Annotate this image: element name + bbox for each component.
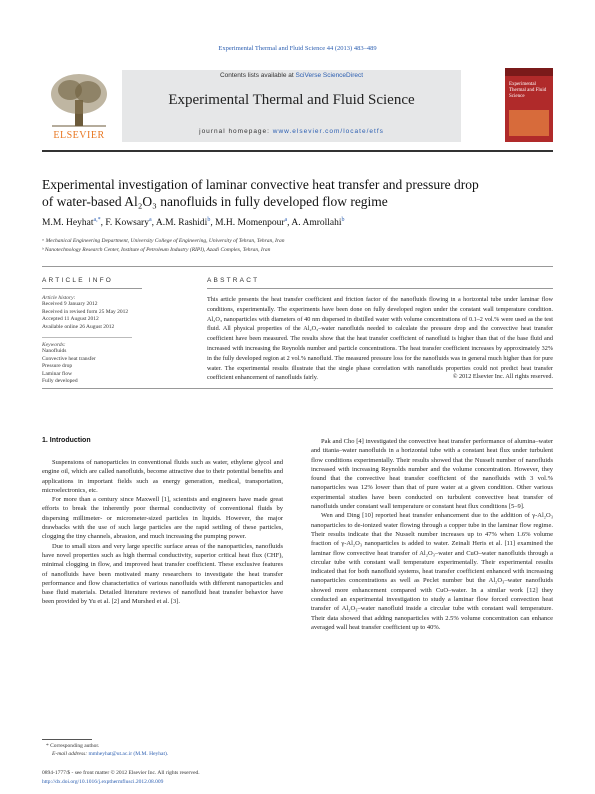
history-label: Article history:	[42, 295, 76, 301]
divider	[42, 331, 132, 338]
corresponding-author-note: * Corresponding author.	[46, 743, 100, 749]
journal-title: Experimental Thermal and Fluid Science	[168, 92, 415, 108]
keyword[interactable]: Fully developed	[42, 378, 78, 384]
homepage-prefix: journal homepage:	[199, 128, 273, 135]
keyword[interactable]: Laminar flow	[42, 370, 73, 377]
keyword[interactable]: Convective heat transfer	[42, 355, 96, 362]
cover-image	[509, 110, 549, 136]
elsevier-wordmark: ELSEVIER	[53, 130, 105, 141]
keywords-label: Keywords:	[42, 342, 66, 348]
keyword[interactable]: Pressure drop	[42, 363, 73, 369]
divider	[207, 288, 553, 289]
author-affiliation-mark[interactable]: a	[284, 217, 288, 223]
history-item: Accepted 11 August 2012	[42, 316, 99, 322]
paragraph: For more than a century since Maxwell [1], scientists and engineers have made great efforts to break the inherently poor thermal conductivity of conventional fluids by dispersing millimeter- or micrometer-sized particles in liquids. However, the major drawbacks with the use of such large particles are the rapid settling of these particles, clogging the tiny channels, abrasion, and much increasing the pumping power.	[42, 496, 283, 541]
article-info	[42, 295, 192, 386]
sciencedirect-link[interactable]: SciVerse ScienceDirect	[295, 72, 364, 79]
author-name[interactable]: M.H. Momenpour	[215, 218, 285, 229]
abstract-copyright: © 2012 Elsevier Inc. All rights reserved.	[452, 373, 553, 380]
header-rule	[42, 150, 553, 152]
affiliation-b: ᵇ Nanotechnology Research Center, Institute of Petroleum Industry (RIPI), Azadi Complex, Tehran, Iran	[42, 247, 271, 253]
author-name[interactable]: F. Kowsary	[105, 218, 149, 229]
author-list: M.M. Heyhat$^{a,*}$, F. Kowsary$^a$, A.M. Rashidi$^b$, M.H. Momenpour$^a$, A. Amrollahi$^b$	[42, 217, 345, 229]
cover-stripe	[505, 68, 553, 76]
history-item: Received in revised form 25 May 2012	[42, 308, 129, 315]
divider	[42, 266, 553, 267]
contents-prefix: Contents lists available at	[219, 72, 296, 79]
paragraph: Suspensions of nanoparticles in conventional fluids such as water, ethylene glycol and engine oil, which are called nanofluids, become attractive due to their potential benefits and applications in important fields such as energy generation, medical, transportation, microelectronics, etc.	[42, 459, 283, 494]
author-name[interactable]: M.M. Heyhat	[42, 218, 94, 229]
introduction-heading: 1. Introduction	[42, 437, 91, 444]
abstract-heading: ABSTRACT	[207, 277, 260, 284]
journal-homepage	[122, 128, 461, 135]
email-link[interactable]: mmheyhat@ut.ac.ir (M.M. Heyhat).	[88, 751, 169, 757]
email-note	[52, 751, 168, 757]
author-affiliation-mark[interactable]: a	[148, 217, 152, 223]
author-affiliation-mark[interactable]: b	[207, 217, 211, 223]
paragraph: Pak and Cho [4] investigated the convective heat transfer performance of alumina–water and titania–water nanofluids in a horizontal tube with a constant heat flux under turbulent flow conditions experimentally. Their results showed that the Nusselt number of nanofluids increased with increasing Reynolds number and the volume concentration. However, they found that the convective heat transfer coefficient of the nanofluids with 3 vol.% nanoparticles was 12% lower than that of pure water at a given condition. Other various experimental studies have been conducted on turbulent convective heat transfer of nanofluids under constant wall temperature or constant heat flux conditions [5–9].	[311, 438, 553, 511]
divider	[42, 388, 553, 389]
author-name[interactable]: A. Amrollahi	[291, 218, 342, 229]
cover-title: Experimental Thermal and Fluid Science	[509, 82, 547, 99]
author-affiliation-mark[interactable]: b	[341, 217, 345, 223]
issn-line: 0894-1777/$ - see front matter © 2012 Elsevier Inc. All rights reserved.	[42, 770, 200, 776]
journal-header	[42, 70, 553, 150]
email-label: E-mail address:	[52, 751, 88, 757]
article-title-line-2: of water-based Al₂O₃ nanofluids in fully developed flow regime	[42, 194, 388, 209]
affiliation-a: ᵃ Mechanical Engineering Department, University College of Engineering, University of Tehran, Tehran, Iran	[42, 238, 285, 244]
paragraph: Due to small sizes and very large specific surface areas of the nanoparticles, nanofluids have novel properties such as high thermal conductivity, superior critical heat flux (CHF), minimal clogging in flow, and improved heat transfer coefficient. These exclusive features of nanofluids have been motivated many researchers to investigate the heat transfer performance and flow characteristics of various nanofluids with different nanoparticles and base fluid materials. Detailed literature reviews of nanofluid heat transfer behavior have been provided by Yu et al. [2] and Murshed et al. [3].	[42, 542, 283, 606]
journal-cover-thumbnail	[505, 68, 553, 142]
history-item: Available online 26 August 2012	[42, 323, 115, 330]
body-right-column	[311, 437, 553, 632]
footnote-rule	[42, 739, 92, 740]
article-title-line-1: Experimental investigation of laminar convective heat transfer and pressure drop	[42, 177, 479, 192]
abstract-text: This article presents the heat transfer coefficient and friction factor of the nanofluids flowing in a horizontal tube under laminar flow conditions, experimentally. The experiments have been done on fully developed region under the constant wall temperature condition. Al₂O₃ nanoparticles with diameters of 40 nm dispersed in distilled water with volume concentrations of 0.1–2 vol.% were used as the test fluid. All physical properties of the Al₂O₃–water nanofluids needed to calculate the pressure drop and the convective heat transfer coefficient have been measured. The results show that the heat transfer coefficient of nanofluid is higher than that of the base fluid and increased with increasing the Reynolds number and particle concentrations. The heat transfer coefficient increases by approximately 32% in the fully developed region at 2 vol.% nanofluid. The measured pressure loss for the nanofluids was in general much higher than for pure water. The experimental results illustrate that the single phase correlation with nanofluids properties could not predict heat transfer coefficient enhancement of nanofluids fairly.	[207, 296, 553, 382]
contents-line	[122, 72, 461, 79]
article-title	[42, 176, 562, 210]
homepage-link[interactable]: www.elsevier.com/locate/etfs	[272, 128, 384, 135]
paragraph: Wen and Ding [10] reported heat transfer enhancement due to the addition of γ-Al₂O₃ nanoparticles to de-ionized water flowing through a copper tube in the laminar flow regime. Their results indicate that the Nusselt number increases up to 47% when 1.6% volume fraction of γ-Al₂O₃ nanoparticles is added to water. Zeinali Heris et al. [11] examined the laminar flow convective heat transfer of Al₂O₃–water and CuO–water nanofluids through a circular tube with constant wall temperature experimentally. Their experimental results indicated that for both nanofluid systems, heat transfer coefficient enhanced with increasing nanoparticles concentrations as well as Peclet number but the Al₂O₃–water nanofluids showed more enhancement compared with CuO–water. In a similar work [12] they conducted an experimental investigation to study a laminar flow forced convection heat transfer of Al₂O₃–water nanofluid inside a circular tube with constant wall temperature. Their data showed that adding nanoparticles with 2.5% volume concentration can enhance averaged wall heat transfer coefficient up to 40%.	[311, 512, 553, 631]
doi-link[interactable]	[42, 779, 163, 785]
divider	[42, 288, 142, 289]
journal-reference[interactable]: Experimental Thermal and Fluid Science 44 (2013) 483–489	[218, 45, 377, 52]
author-name[interactable]: A.M. Rashidi	[155, 218, 208, 229]
history-item: Received 9 January 2012	[42, 301, 98, 307]
body-left-column	[42, 458, 283, 607]
doi-url[interactable]: http://dx.doi.org/10.1016/j.expthermflusci.2012.08.009	[42, 779, 164, 785]
keyword[interactable]: Nanofluids	[42, 348, 67, 354]
article-info-heading: ARTICLE INFO	[42, 277, 114, 284]
author-affiliation-mark[interactable]: a,*	[93, 217, 101, 223]
